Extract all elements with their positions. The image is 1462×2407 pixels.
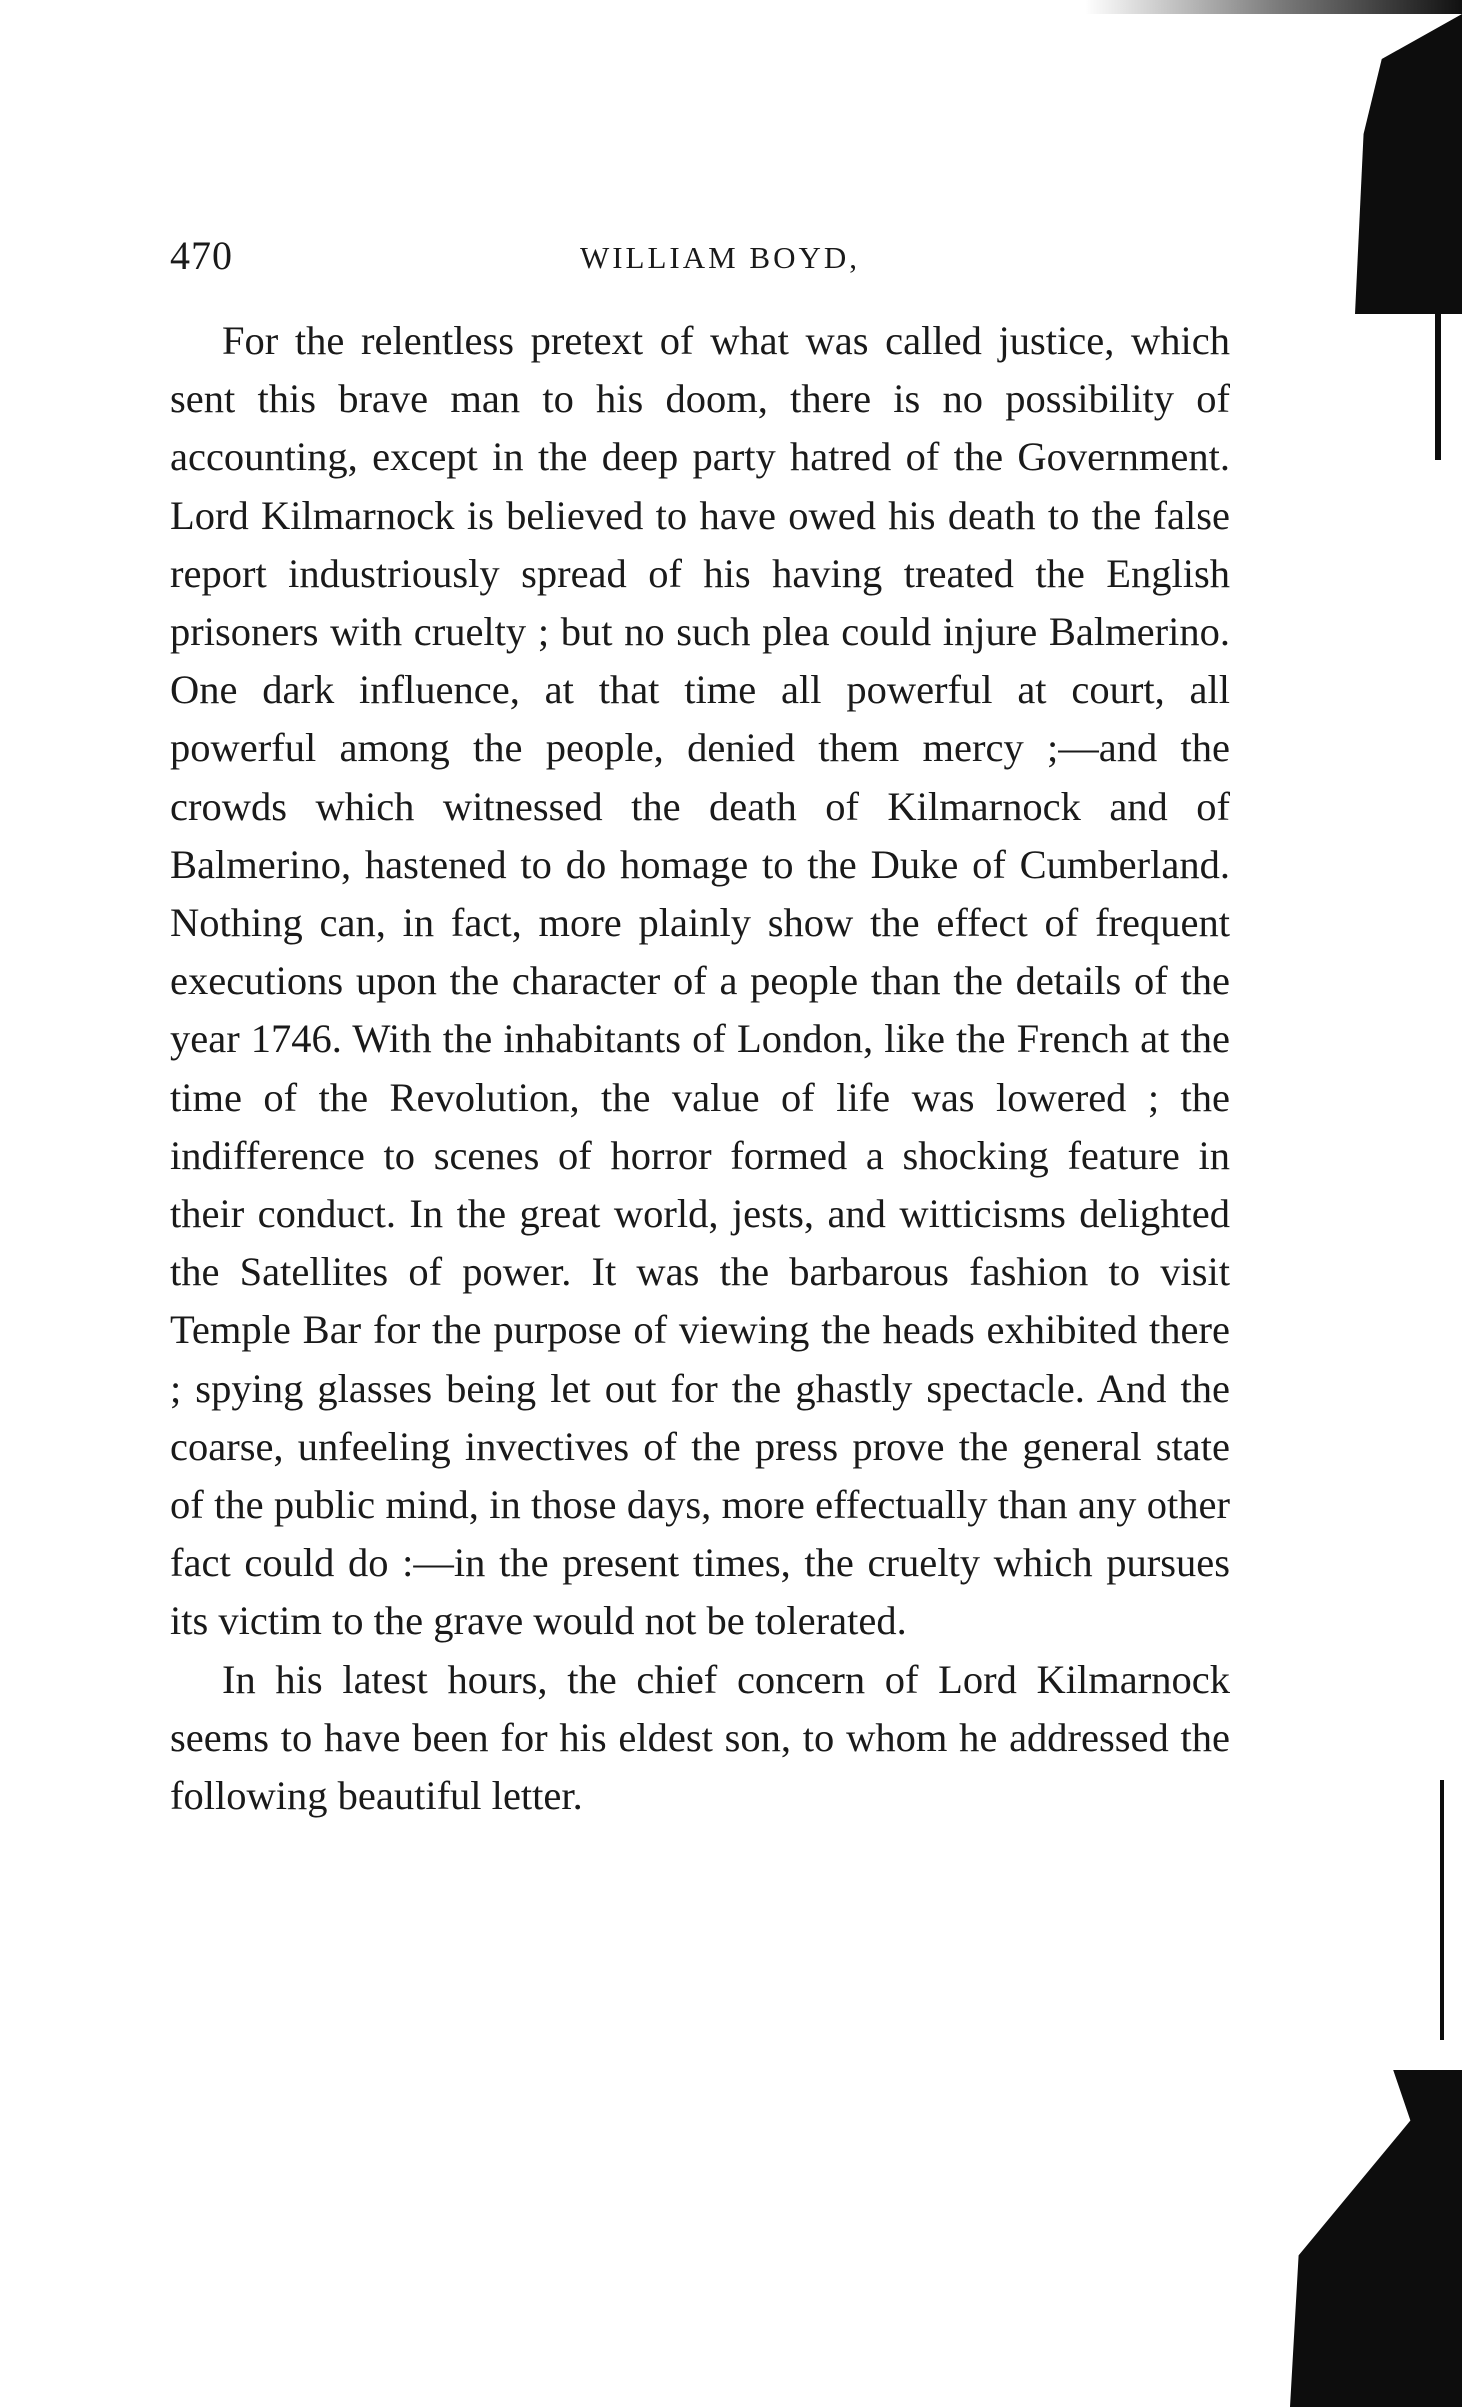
body-text: [170, 312, 1230, 1825]
scan-shadow-bottom-right: [1290, 2070, 1462, 2407]
paragraph: For the relentless pretext of what was called justice, which sent this brave man to his doom, there is no possibility of accounting, except in the deep party hatred of the Government. Lord Kilmarnock is believed to have owed his death to the false report industriously spread of his having treated the English prisoners with cruelty ; but no such plea could injure Balmerino. One dark influence, at that time all powerful at court, all powerful among the people, denied them mercy ;—and the crowds which witnessed the death of Kilmarnock and of Balmerino, hastened to do homage to the Duke of Cumberland. Nothing can, in fact, more plainly show the effect of frequent executions upon the character of a people than the details of the year 1746. With the inhabitants of London, like the French at the time of the Revolution, the value of life was lowered ; the indifference to scenes of horror formed a shocking feature in their conduct. In the great world, jests, and witticisms delighted the Satellites of power. It was the barbarous fashion to visit Temple Bar for the purpose of viewing the heads exhibited there ; spying glasses being let out for the ghastly spectacle. And the coarse, unfeeling invectives of the press prove the general state of the public mind, in those days, more effectually than any other fact could do :—in the present times, the cruelty which pursues its victim to the grave would not be tolerated.: [170, 318, 1230, 1644]
page-header: [170, 232, 1250, 282]
running-head: WILLIAM BOYD,: [579, 240, 861, 275]
paragraph: In his latest hours, the chief concern of Lord Kilmarnock seems to have been for his eldest son, to whom he addressed the following beautiful letter.: [170, 1656, 1230, 1819]
scan-shadow-edge-line-lower: [1440, 1780, 1444, 2040]
scan-shadow-top: [1085, 0, 1462, 14]
page-number: 470: [170, 233, 233, 278]
scan-shadow-top-right: [1355, 14, 1462, 314]
scan-shadow-edge-line: [1435, 300, 1441, 460]
